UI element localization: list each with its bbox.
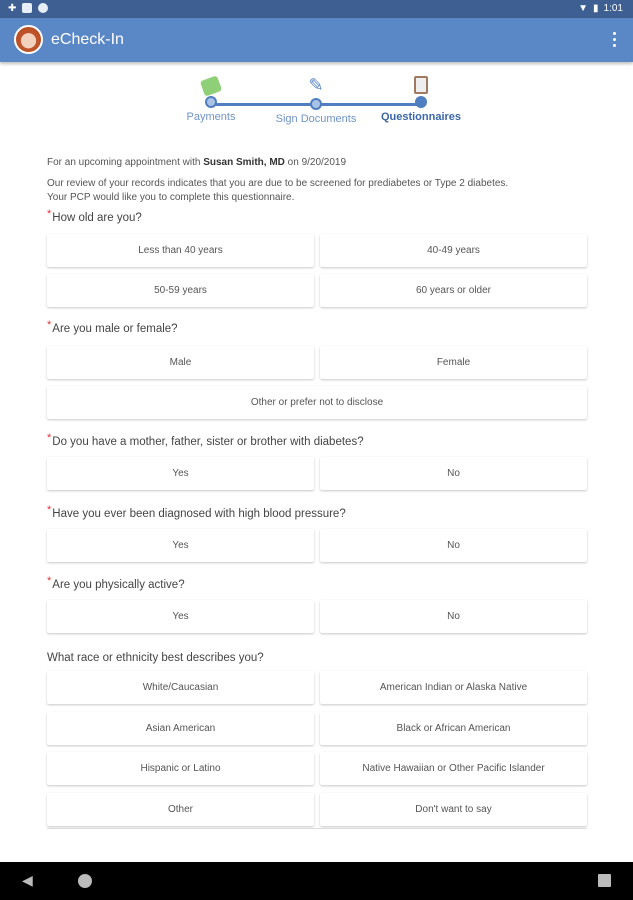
clipboard-icon — [414, 76, 428, 94]
question-sex: *Are you male or female? — [47, 319, 178, 335]
step-dot — [415, 96, 427, 108]
step-dot — [310, 98, 322, 110]
avatar[interactable] — [14, 25, 43, 54]
option-button[interactable]: No — [320, 529, 587, 562]
home-icon[interactable] — [78, 874, 92, 888]
step-label: Payments — [186, 111, 236, 123]
step-dot — [205, 96, 217, 108]
option-button[interactable]: Black or African American — [320, 712, 587, 745]
option-button[interactable]: Don't want to say — [320, 793, 587, 826]
recents-icon[interactable] — [598, 874, 611, 887]
required-icon: * — [47, 575, 52, 587]
question-active: *Are you physically active? — [47, 575, 185, 591]
intro-line-2: Your PCP would like you to complete this questionnaire. — [47, 192, 295, 203]
option-button[interactable]: 40-49 years — [320, 234, 587, 267]
intro-line-1: Our review of your records indicates that you are due to be screened for prediabetes or Type 2 diabetes. — [47, 178, 509, 189]
option-button[interactable]: 60 years or older — [320, 274, 587, 307]
question-family-history: *Do you have a mother, father, sister or brother with diabetes? — [47, 432, 364, 448]
question-age: *How old are you? — [47, 208, 142, 224]
option-button[interactable]: Hispanic or Latino — [47, 752, 314, 785]
image-icon — [22, 3, 32, 13]
option-button[interactable]: White/Caucasian — [47, 671, 314, 704]
notification-icon: ✚ — [8, 3, 17, 14]
sync-icon — [38, 3, 48, 13]
navigation-bar — [0, 862, 633, 900]
option-button[interactable]: Female — [320, 346, 587, 379]
option-button[interactable]: Yes — [47, 600, 314, 633]
clock: 1:01 — [603, 3, 623, 14]
money-icon — [200, 75, 222, 96]
question-blood-pressure: *Have you ever been diagnosed with high blood pressure? — [47, 504, 346, 520]
required-icon: * — [47, 319, 52, 331]
app-bar — [0, 18, 633, 62]
option-button[interactable]: Other — [47, 793, 314, 826]
doctor-name: Susan Smith, MD — [203, 157, 285, 168]
battery-icon: ▮ — [593, 3, 599, 14]
option-button[interactable]: No — [320, 600, 587, 633]
status-bar — [0, 0, 633, 18]
step-payments[interactable] — [161, 74, 261, 123]
option-button[interactable]: Male — [47, 346, 314, 379]
option-button[interactable]: Less than 40 years — [47, 234, 314, 267]
overflow-menu-icon[interactable] — [613, 32, 617, 47]
appointment-info: For an upcoming appointment with Susan Smith, MD on 9/20/2019 — [47, 157, 347, 168]
option-button[interactable]: Other or prefer not to disclose — [47, 386, 587, 419]
option-button[interactable]: Yes — [47, 457, 314, 490]
option-button[interactable]: Yes — [47, 529, 314, 562]
pen-icon: ✎ — [308, 75, 324, 95]
step-label: Sign Documents — [275, 113, 357, 125]
back-icon[interactable]: ◀ — [22, 872, 33, 888]
option-button[interactable]: Asian American — [47, 712, 314, 745]
question-race: What race or ethnicity best describes you? — [47, 652, 264, 664]
option-button[interactable]: No — [320, 457, 587, 490]
app-title: eCheck-In — [51, 31, 124, 48]
step-questionnaires[interactable] — [371, 74, 471, 123]
step-sign-documents[interactable] — [266, 74, 366, 125]
step-label: Questionnaires — [380, 111, 462, 123]
option-button[interactable]: 50-59 years — [47, 274, 314, 307]
required-icon: * — [47, 208, 52, 220]
wifi-icon: ▼ — [578, 3, 589, 14]
required-icon: * — [47, 432, 52, 444]
option-button[interactable]: American Indian or Alaska Native — [320, 671, 587, 704]
option-button[interactable]: Native Hawaiian or Other Pacific Islander — [320, 752, 587, 785]
required-icon: * — [47, 504, 52, 516]
divider — [47, 828, 587, 829]
